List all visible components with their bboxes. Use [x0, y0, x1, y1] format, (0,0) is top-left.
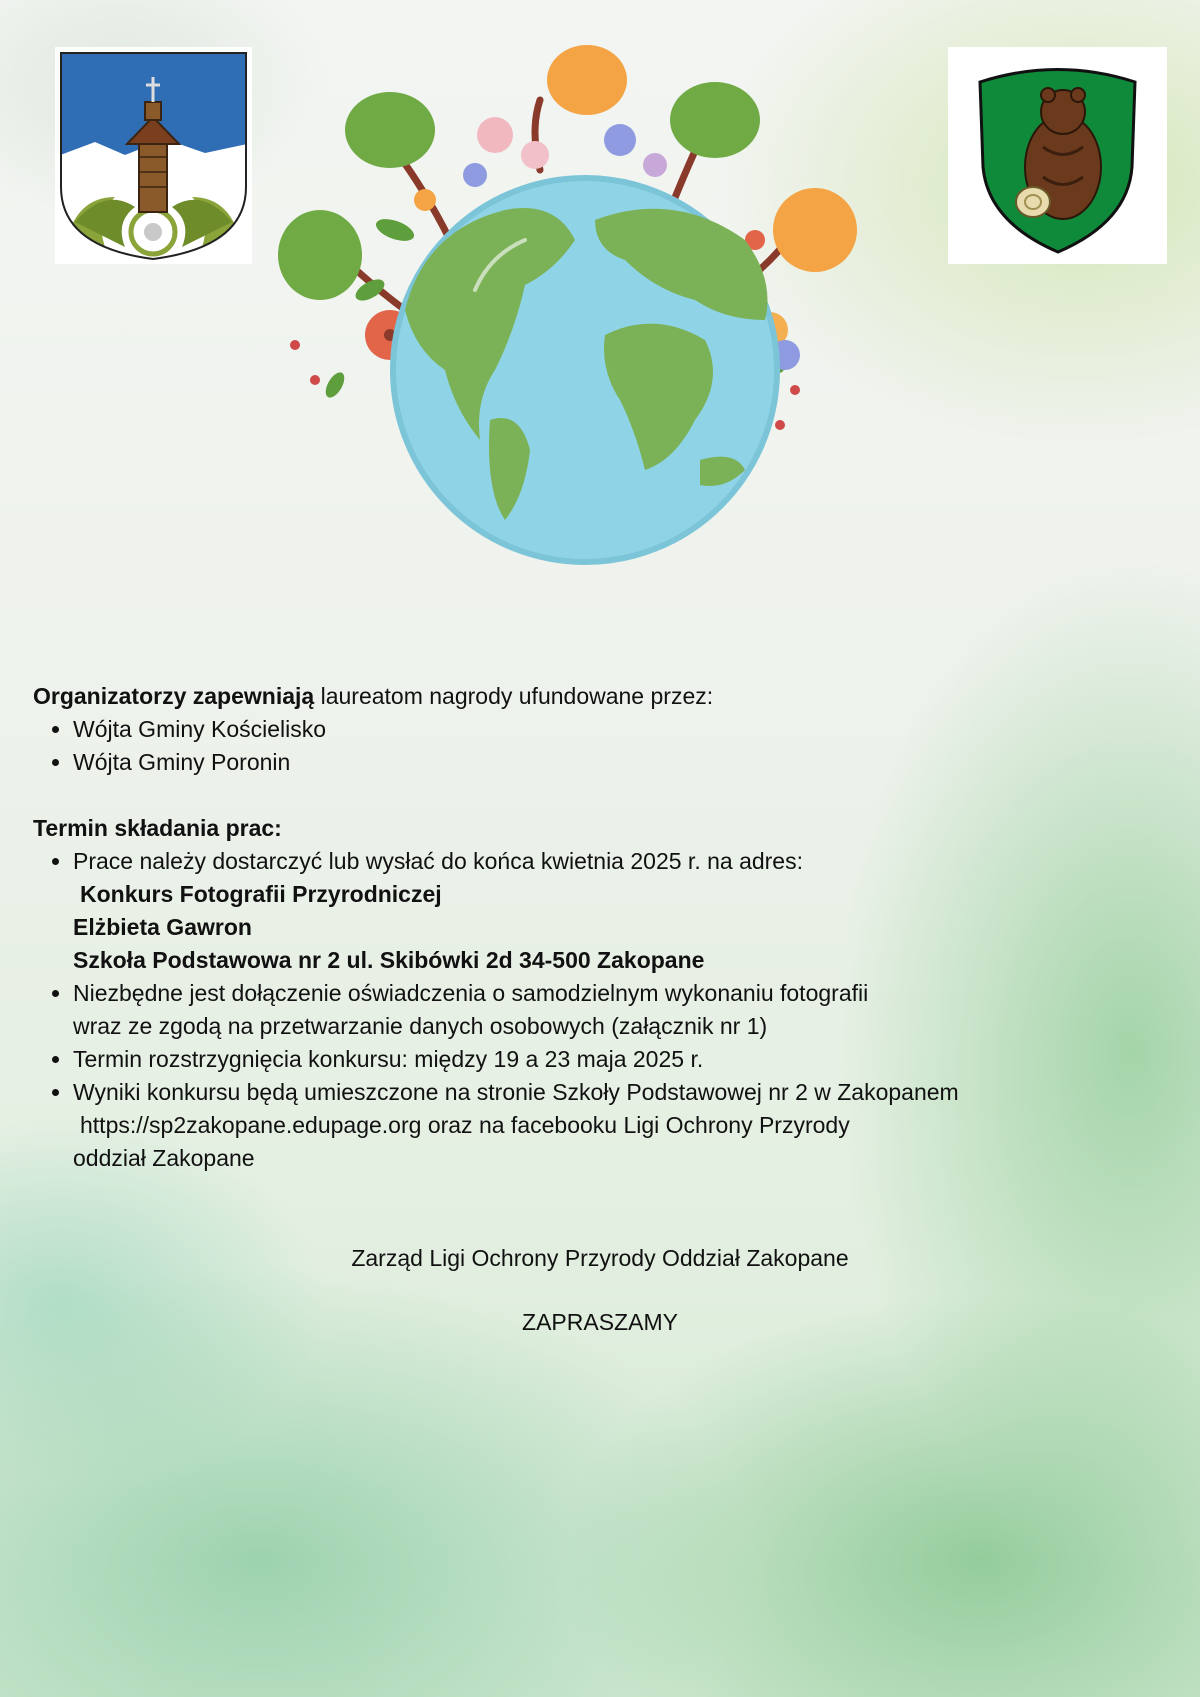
deadline-item-results-date: • Termin rozstrzygnięcia konkursu: między 19 a 23 maja 2025 r. [73, 1043, 1113, 1076]
prizes-intro-rest: laureatom nagrody ufundowane przez: [314, 683, 714, 709]
earth-globe-icon [275, 40, 895, 580]
prizes-intro [33, 680, 1113, 713]
prizes-list-item: • Wójta Gminy Kościelisko [73, 713, 1113, 746]
address-line-contest: Konkurs Fotografii Przyrodniczej [80, 881, 442, 907]
kroscielisko-crest-logo [55, 47, 252, 264]
poronin-crest-logo [948, 47, 1167, 264]
address-line-name: Elżbieta Gawron [73, 914, 252, 940]
announcement-body [33, 680, 1113, 1175]
results-line-1: Wyniki konkursu będą umieszczone na stronie Szkoły Podstawowej nr 2 w Zakopanem [73, 1079, 959, 1105]
prizes-list [33, 713, 1113, 779]
address-line-school: Szkoła Podstawowa nr 2 ul. Skibówki 2d 34-500 Zakopane [73, 947, 705, 973]
results-line-2: https://sp2zakopane.edupage.org oraz na facebooku Ligi Ochrony Przyrody [80, 1112, 850, 1138]
signature: Zarząd Ligi Ochrony Przyrody Oddział Zakopane [351, 1245, 849, 1271]
submission-text: Prace należy dostarczyć lub wysłać do końca kwietnia 2025 r. na adres: [73, 848, 803, 874]
globe-with-trees-illustration [275, 40, 895, 580]
results-line-3: oddział Zakopane [73, 1145, 255, 1171]
deadline-item-statement [73, 977, 1113, 1043]
prizes-list-item: • Wójta Gminy Poronin [73, 746, 1113, 779]
invitation: ZAPRASZAMY [522, 1309, 678, 1335]
deadline-list [33, 845, 1113, 1175]
statement-line-2: wraz ze zgodą na przetwarzanie danych osobowych (załącznik nr 1) [73, 1013, 768, 1039]
prizes-intro-bold: Organizatorzy zapewniają [33, 683, 315, 709]
deadline-item-submission [73, 845, 1113, 977]
deadline-heading: Termin składania prac: [33, 815, 282, 841]
bear-crest-icon [948, 47, 1167, 264]
statement-line-1: Niezbędne jest dołączenie oświadczenia o samodzielnym wykonaniu fotografii [73, 980, 869, 1006]
church-crest-icon [55, 47, 252, 264]
deadline-item-results-publication [73, 1076, 1113, 1175]
